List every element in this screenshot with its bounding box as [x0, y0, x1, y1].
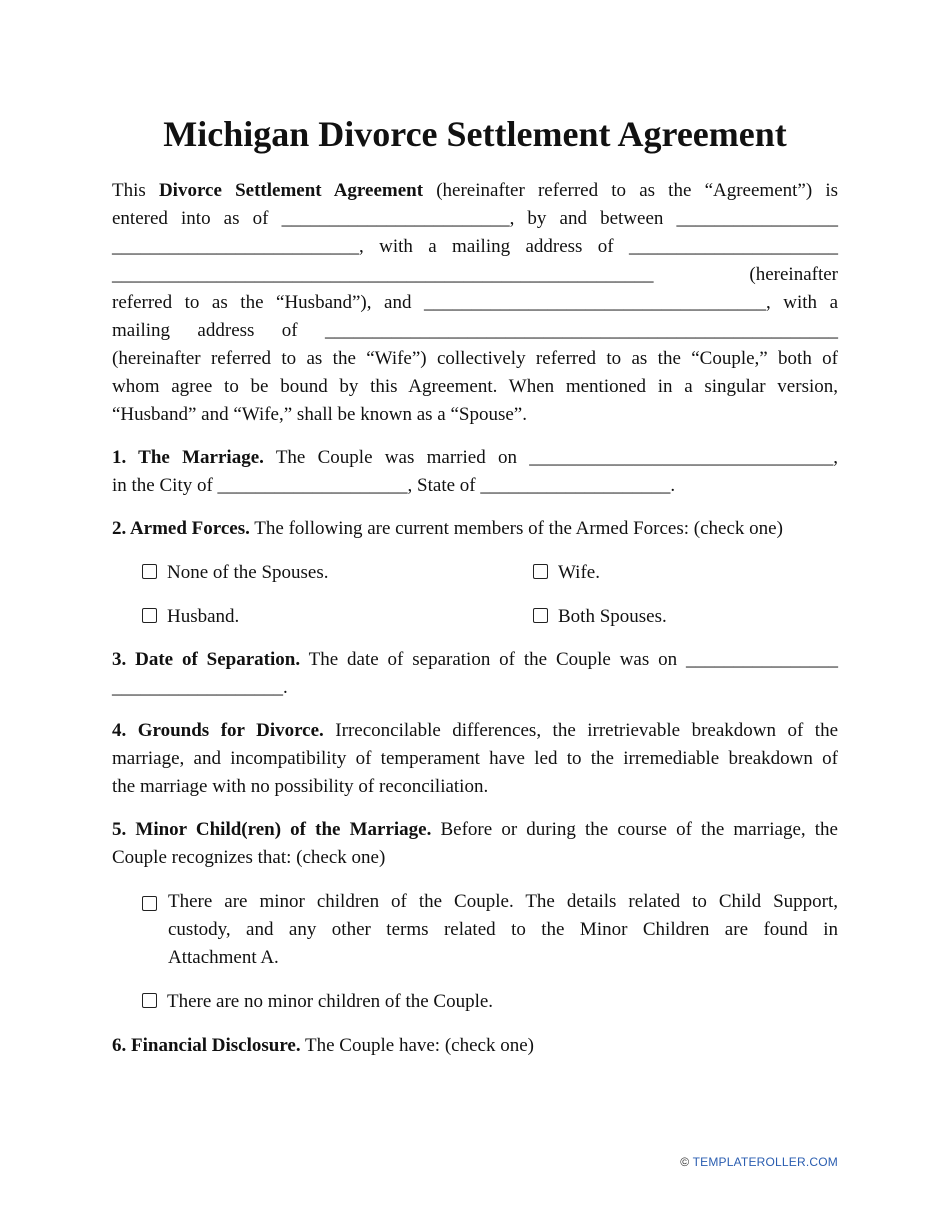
- option-both-spouses[interactable]: Both Spouses.: [533, 603, 667, 631]
- section-marriage: 1. The Marriage. The Couple was married on ________________________________, in the City of ____________________, State of ____________________.: [112, 447, 838, 496]
- checkbox-icon[interactable]: [142, 993, 157, 1008]
- section-heading: 6. Financial Disclosure.: [112, 1035, 301, 1056]
- checkbox-icon[interactable]: [533, 608, 548, 623]
- document-page: Michigan Divorce Settlement Agreement This Divorce Settlement Agreement (hereinafter referred to as the “Agreement”) is entered into as of ________________________, by and between _________________ __________________________, with a mailing address of ______________________ _________________________________________________________ (hereinafter referred to as the “Husband”), and ____________________________________, with a mailing address of ______________________________________________________ (hereinafter referred to as the “Wife”) collectively referred to as the “Couple,” both of whom agree to be bound by this Agreement. When mentioned in a singular version, “Husband” and “Wife,” shall be known as a “Spouse”. 1. The Marriage. The Couple was married on ________________________________, in the City of ____________________, State of ____________________. 2. Armed Forces. The following are current members of the Armed Forces: (check one) None of the Spouses. Wife. Husband. Both Spouses. 3. Date of Separation. The date of separation of the Couple was on ________________ __________________. 4. Grounds for Divorce. Irreconcilable differences, the irretrievable breakdown of the marriage, and incompatibility of temperament have led to the irremediable breakdown of the marriage with no possibility of reconciliation. 5. Minor Child(ren) of the Marriage. Before or during the course of the marriage, the Couple recognizes that: (check one) There are minor children of the Couple. The details related to Child Support, custody, and any other terms related to the Minor Children are found in Attachment A. There are no minor children of the Couple. 6. Financial Disclosure. The Couple have: (check one) © TEMPLATEROLLER.COM: [0, 0, 950, 1230]
- section-armed-forces: 2. Armed Forces. The following are current members of the Armed Forces: (check one): [112, 518, 783, 539]
- intro-paragraph: [112, 177, 838, 429]
- checkbox-icon[interactable]: [142, 896, 157, 911]
- option-wife[interactable]: Wife.: [533, 559, 600, 587]
- footer-watermark: [680, 1155, 838, 1169]
- footer-brand[interactable]: TEMPLATEROLLER.COM: [692, 1155, 838, 1169]
- section-date-of-separation: 3. Date of Separation. The date of separation of the Couple was on ________________ __________________.: [112, 649, 839, 698]
- checkbox-icon[interactable]: [142, 564, 157, 579]
- intro-line-9: “Husband” and “Wife,” shall be known as a “Spouse”.: [112, 404, 527, 425]
- option-husband[interactable]: Husband.: [142, 603, 239, 631]
- section-heading: 1. The Marriage.: [112, 447, 264, 468]
- section-financial-disclosure: 6. Financial Disclosure. The Couple have: (check one): [112, 1035, 534, 1056]
- intro-line-1: This Divorce Settlement Agreement (hereinafter referred to as the “Agreement”) is: [112, 180, 839, 201]
- section-heading: 4. Grounds for Divorce.: [112, 720, 324, 741]
- section-minor-children: 5. Minor Child(ren) of the Marriage. Before or during the course of the marriage, the Couple recognizes that: (check one): [112, 819, 838, 868]
- section-heading: 2. Armed Forces.: [112, 518, 250, 539]
- document-title: Michigan Divorce Settlement Agreement: [163, 114, 787, 154]
- section-heading: 3. Date of Separation.: [112, 649, 301, 670]
- intro-line-7: (hereinafter referred to as the “Wife”) collectively referred to as the “Couple,” both of: [112, 348, 838, 369]
- option-none-of-spouses[interactable]: None of the Spouses.: [142, 559, 328, 587]
- intro-line-4: _________________________________________________________ (hereinafter: [112, 264, 838, 285]
- option-minor-children-no[interactable]: There are no minor children of the Couple.: [142, 988, 493, 1016]
- section-grounds-for-divorce: 4. Grounds for Divorce. Irreconcilable differences, the irretrievable breakdown of the marriage, and incompatibility of temperament have led to the irremediable breakdown of the marriage with no possibility of reconciliation.: [112, 720, 838, 797]
- checkbox-icon[interactable]: [142, 608, 157, 623]
- copyright-icon: ©: [680, 1155, 690, 1169]
- intro-line-2: entered into as of ________________________, by and between _________________: [112, 208, 838, 229]
- checkbox-icon[interactable]: [533, 564, 548, 579]
- agreement-name: Divorce Settlement Agreement: [158, 180, 424, 201]
- intro-line-5: referred to as the “Husband”), and ____________________________________, with a: [112, 292, 838, 313]
- intro-line-3: __________________________, with a mailing address of ______________________: [112, 236, 838, 257]
- intro-line-6: mailing address of ______________________________________________________: [112, 320, 838, 341]
- intro-line-8: whom agree to be bound by this Agreement. When mentioned in a singular version,: [112, 376, 838, 397]
- section-heading: 5. Minor Child(ren) of the Marriage.: [112, 819, 432, 840]
